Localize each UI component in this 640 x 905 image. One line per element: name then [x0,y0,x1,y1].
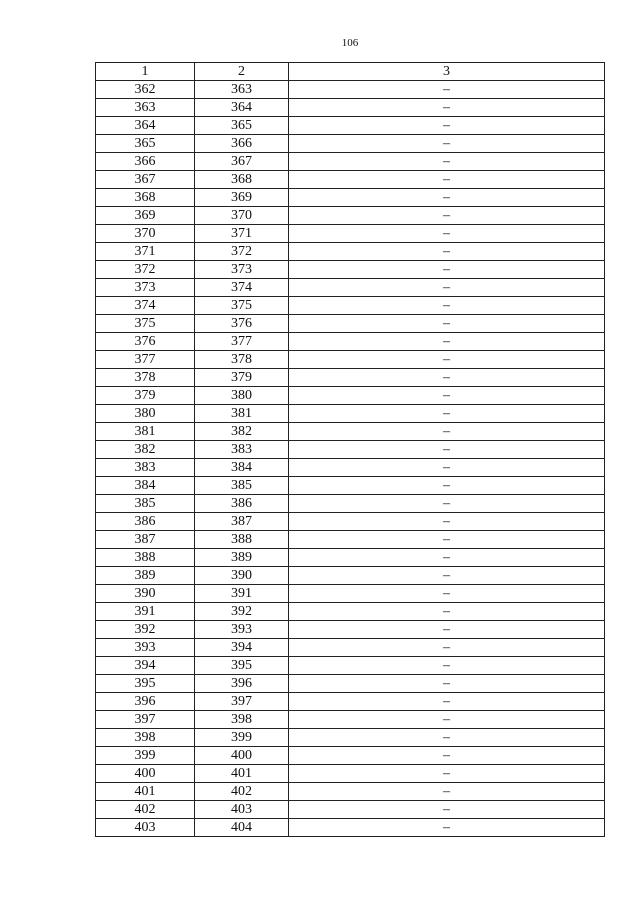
table-row [96,621,605,639]
table-cell-col-3: – [289,135,605,153]
table-cell-col-2: 379 [195,369,289,387]
table-cell-col-2: 395 [195,657,289,675]
table-cell-col-2: 374 [195,279,289,297]
column-header-2: 2 [195,63,289,81]
table-cell-col-3: – [289,261,605,279]
table-row [96,729,605,747]
table-cell-col-2: 382 [195,423,289,441]
table-cell-col-1: 366 [96,153,195,171]
table-cell-col-1: 367 [96,171,195,189]
table-row [96,351,605,369]
table-cell-col-1: 389 [96,567,195,585]
table-cell-col-2: 368 [195,171,289,189]
table-cell-col-1: 374 [96,297,195,315]
table-cell-col-1: 371 [96,243,195,261]
table-cell-col-3: – [289,603,605,621]
table-cell-col-3: – [289,675,605,693]
table-cell-col-3: – [289,225,605,243]
table-cell-col-3: – [289,405,605,423]
table-cell-col-1: 383 [96,459,195,477]
table-row [96,585,605,603]
table-row [96,405,605,423]
table-cell-col-1: 369 [96,207,195,225]
table-cell-col-3: – [289,171,605,189]
table-cell-col-2: 385 [195,477,289,495]
table-cell-col-3: – [289,243,605,261]
table-cell-col-1: 368 [96,189,195,207]
table-cell-col-2: 364 [195,99,289,117]
table-row [96,243,605,261]
table-cell-col-2: 392 [195,603,289,621]
table-cell-col-3: – [289,459,605,477]
table-cell-col-2: 386 [195,495,289,513]
table-row [96,567,605,585]
table-cell-col-2: 381 [195,405,289,423]
table-cell-col-1: 372 [96,261,195,279]
table-cell-col-1: 395 [96,675,195,693]
table-cell-col-3: – [289,747,605,765]
table-cell-col-1: 379 [96,387,195,405]
table-row [96,513,605,531]
table-cell-col-3: – [289,513,605,531]
table-cell-col-3: – [289,387,605,405]
table-cell-col-1: 373 [96,279,195,297]
table-cell-col-2: 365 [195,117,289,135]
table-cell-col-3: – [289,351,605,369]
table-row [96,117,605,135]
table-row [96,423,605,441]
table-cell-col-3: – [289,639,605,657]
table-cell-col-3: – [289,333,605,351]
table-cell-col-2: 394 [195,639,289,657]
table-cell-col-2: 380 [195,387,289,405]
table-cell-col-3: – [289,189,605,207]
table-row [96,297,605,315]
table-row [96,171,605,189]
table-cell-col-2: 387 [195,513,289,531]
table-cell-col-1: 384 [96,477,195,495]
table-cell-col-1: 377 [96,351,195,369]
table-row [96,477,605,495]
table-cell-col-1: 378 [96,369,195,387]
table-row [96,459,605,477]
table-cell-col-1: 362 [96,81,195,99]
table-cell-col-1: 363 [96,99,195,117]
table-row [96,801,605,819]
table-cell-col-2: 370 [195,207,289,225]
table-cell-col-3: – [289,693,605,711]
table-cell-col-1: 399 [96,747,195,765]
column-header-3: 3 [289,63,605,81]
table-cell-col-1: 390 [96,585,195,603]
table-row [96,315,605,333]
table-cell-col-1: 391 [96,603,195,621]
table-cell-col-2: 367 [195,153,289,171]
table-cell-col-1: 398 [96,729,195,747]
table-cell-col-1: 387 [96,531,195,549]
table-cell-col-1: 388 [96,549,195,567]
table-cell-col-1: 380 [96,405,195,423]
table-cell-col-3: – [289,621,605,639]
table-row [96,387,605,405]
table-row [96,153,605,171]
table-cell-col-1: 396 [96,693,195,711]
table-cell-col-3: – [289,315,605,333]
table-cell-col-3: – [289,711,605,729]
table-row [96,639,605,657]
table-cell-col-2: 397 [195,693,289,711]
table-cell-col-2: 377 [195,333,289,351]
table-cell-col-2: 384 [195,459,289,477]
table-row [96,207,605,225]
table-row [96,819,605,837]
table-cell-col-2: 373 [195,261,289,279]
table-cell-col-1: 370 [96,225,195,243]
table-cell-col-3: – [289,657,605,675]
table-cell-col-2: 393 [195,621,289,639]
table-cell-col-2: 371 [195,225,289,243]
table-cell-col-3: – [289,531,605,549]
table-cell-col-2: 375 [195,297,289,315]
table-row [96,657,605,675]
table-cell-col-2: 363 [195,81,289,99]
table-row [96,531,605,549]
table-cell-col-3: – [289,549,605,567]
table-cell-col-1: 400 [96,765,195,783]
table-cell-col-1: 401 [96,783,195,801]
data-table [95,62,605,837]
table-cell-col-3: – [289,81,605,99]
table-cell-col-3: – [289,495,605,513]
table-cell-col-3: – [289,207,605,225]
table-row [96,711,605,729]
table-cell-col-2: 402 [195,783,289,801]
table-cell-col-1: 375 [96,315,195,333]
table-cell-col-3: – [289,819,605,837]
table-row [96,441,605,459]
table-cell-col-2: 369 [195,189,289,207]
table-row [96,675,605,693]
table-cell-col-3: – [289,423,605,441]
table-row [96,135,605,153]
table-body [96,81,605,837]
table-cell-col-2: 390 [195,567,289,585]
table-cell-col-3: – [289,567,605,585]
table-row [96,693,605,711]
table-cell-col-2: 399 [195,729,289,747]
table-cell-col-3: – [289,117,605,135]
table-row [96,783,605,801]
table-row [96,81,605,99]
table-cell-col-2: 366 [195,135,289,153]
table-row [96,333,605,351]
table-cell-col-2: 378 [195,351,289,369]
table-cell-col-2: 396 [195,675,289,693]
table-cell-col-1: 365 [96,135,195,153]
table-cell-col-3: – [289,783,605,801]
table-row [96,549,605,567]
table-row [96,765,605,783]
table-cell-col-2: 400 [195,747,289,765]
table-cell-col-3: – [289,729,605,747]
page-number: 106 [341,37,359,49]
table-cell-col-3: – [289,765,605,783]
table-cell-col-1: 392 [96,621,195,639]
table-cell-col-3: – [289,153,605,171]
table-row [96,495,605,513]
table-cell-col-1: 376 [96,333,195,351]
table-cell-col-3: – [289,585,605,603]
table-cell-col-1: 393 [96,639,195,657]
table-cell-col-2: 398 [195,711,289,729]
table-cell-col-1: 403 [96,819,195,837]
table-row [96,603,605,621]
table-cell-col-3: – [289,279,605,297]
table-cell-col-2: 389 [195,549,289,567]
table-cell-col-1: 364 [96,117,195,135]
table-cell-col-3: – [289,801,605,819]
table-row [96,279,605,297]
table-cell-col-1: 382 [96,441,195,459]
table-cell-col-3: – [289,477,605,495]
table-row [96,189,605,207]
table-row [96,225,605,243]
table-cell-col-2: 388 [195,531,289,549]
table-cell-col-2: 372 [195,243,289,261]
column-header-1: 1 [96,63,195,81]
table-cell-col-1: 402 [96,801,195,819]
table-cell-col-3: – [289,369,605,387]
table-header-row [96,63,605,81]
table-cell-col-1: 385 [96,495,195,513]
table-cell-col-1: 381 [96,423,195,441]
table-row [96,99,605,117]
table-cell-col-1: 394 [96,657,195,675]
table-cell-col-2: 383 [195,441,289,459]
table-cell-col-3: – [289,441,605,459]
table-cell-col-2: 401 [195,765,289,783]
table-cell-col-1: 386 [96,513,195,531]
table-cell-col-1: 397 [96,711,195,729]
table-cell-col-2: 404 [195,819,289,837]
table-cell-col-3: – [289,99,605,117]
table-cell-col-2: 391 [195,585,289,603]
table-cell-col-2: 403 [195,801,289,819]
table-cell-col-2: 376 [195,315,289,333]
table-row [96,369,605,387]
table-row [96,261,605,279]
table-row [96,747,605,765]
table-cell-col-3: – [289,297,605,315]
